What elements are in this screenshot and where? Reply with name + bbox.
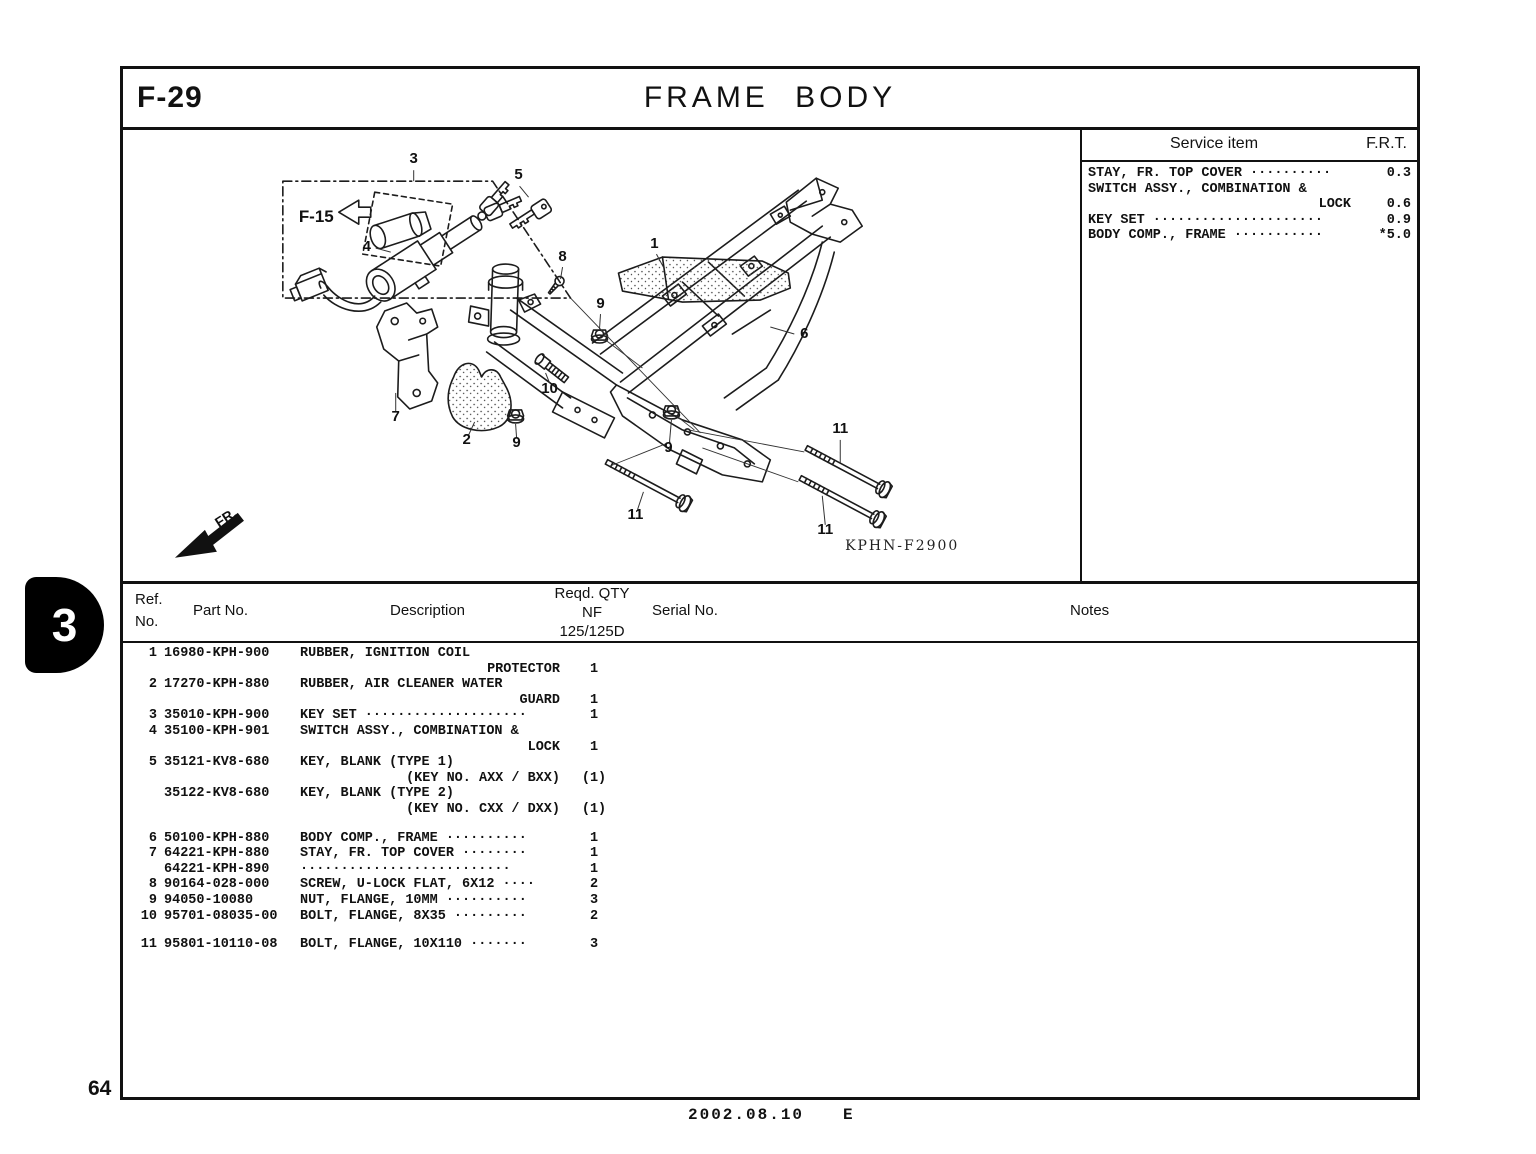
fr-label: FR. <box>211 504 240 531</box>
switch-assembly <box>361 207 493 313</box>
parts-table-header <box>123 581 1417 643</box>
callout-number: 7 <box>391 407 400 425</box>
callout-number: 1 <box>650 235 659 253</box>
parts-row: 5 35121-KV8-680 KEY, BLANK (TYPE 1) <box>148 755 454 771</box>
callout-leader <box>520 186 529 197</box>
group-box-outline <box>283 181 571 298</box>
parts-row: 11 95801-10110-08 BOLT, FLANGE, 10X110 ······· 3 <box>140 937 599 953</box>
assembly-line <box>605 340 642 368</box>
f15-arrow-icon <box>339 200 371 224</box>
service-panel-header <box>1082 130 1417 162</box>
parts-row: 3 35010-KPH-900 KEY SET ···················· 1 <box>148 708 599 724</box>
callout-number: 9 <box>512 433 521 451</box>
parts-row: 8 90164-028-000 SCREW, U-LOCK FLAT, 6X12 ···· 2 <box>148 877 599 893</box>
callout-number: 11 <box>627 505 644 523</box>
parts-row: 64221-KPH-890 ·························· 1 <box>164 861 599 877</box>
parts-row: PROTECTOR 1 <box>487 661 599 677</box>
flange-nut <box>592 330 608 343</box>
service-row: KEY SET ····················· 0.9 <box>1088 212 1411 228</box>
row-spacer <box>123 818 1417 831</box>
frame-body-drawing <box>123 130 1080 581</box>
row-spacer <box>123 924 1417 937</box>
page-footer <box>0 1106 1536 1136</box>
parts-row: 2 17270-KPH-880 RUBBER, AIR CLEANER WATER <box>148 677 503 693</box>
parts-row: (KEY NO. AXX / BXX) (1) <box>406 770 607 786</box>
service-rows <box>1082 162 1417 244</box>
parts-row: 7 64221-KPH-880 STAY, FR. TOP COVER ········ 1 <box>148 846 599 862</box>
section-tab-number: 3 <box>51 599 78 651</box>
parts-row: 6 50100-KPH-880 BODY COMP., FRAME ·········· 1 <box>148 830 599 846</box>
callout-number: 8 <box>558 248 567 266</box>
parts-row: LOCK 1 <box>527 739 599 755</box>
diagram-code: KPHN-F2900 <box>845 537 960 554</box>
service-item-header: Service item <box>1170 135 1259 152</box>
callout-number: 6 <box>800 325 809 343</box>
header-nf: NF <box>582 604 602 621</box>
flange-nut <box>663 406 679 419</box>
f15-sub-box <box>363 192 453 266</box>
assembly-line <box>610 442 670 466</box>
parts-row: 35122-KV8-680 KEY, BLANK (TYPE 2) <box>164 786 454 802</box>
service-item-panel <box>1080 130 1417 581</box>
key-blank <box>508 198 552 234</box>
parts-table-body <box>123 643 1417 953</box>
f15-reference-label: F-15 <box>298 207 334 227</box>
parts-row: 1 16980-KPH-900 RUBBER, IGNITION COIL <box>148 646 471 661</box>
service-row: SWITCH ASSY., COMBINATION & <box>1088 181 1307 197</box>
callout-leader <box>376 248 391 252</box>
callout-number: 3 <box>409 150 418 168</box>
header-serial-no: Serial No. <box>652 602 718 619</box>
flange-bolt-10x110 <box>802 440 893 499</box>
footer-code: E <box>843 1106 853 1124</box>
callout-number: 9 <box>664 438 673 456</box>
callout-leader <box>600 314 601 329</box>
assembly-line <box>688 430 804 452</box>
service-row: STAY, FR. TOP COVER ·········· 0.3 <box>1088 166 1411 181</box>
callout-number: 9 <box>596 295 605 313</box>
parts-row: (KEY NO. CXX / DXX) (1) <box>406 801 607 817</box>
callout-layer <box>363 150 849 538</box>
callout-number: 5 <box>514 166 523 184</box>
service-row: BODY COMP., FRAME ··········· *5.0 <box>1088 228 1411 243</box>
header-description: Description <box>390 602 466 619</box>
section-tab <box>25 577 104 673</box>
callout-number: 4 <box>362 238 371 256</box>
parts-row: 10 95701-08035-00 BOLT, FLANGE, 8X35 ········· 2 <box>140 908 599 924</box>
assembly-line <box>702 448 798 482</box>
page-title: FRAME BODY <box>643 81 897 114</box>
key-set-keys <box>468 177 525 231</box>
diagram-section <box>123 130 1417 581</box>
callout-number: 2 <box>462 430 471 448</box>
callout-leader <box>770 327 794 334</box>
parts-row: 9 94050-10080 NUT, FLANGE, 10MM ·········· 3 <box>148 892 599 908</box>
service-row: LOCK 0.6 <box>1318 197 1411 212</box>
header-model: 125/125D <box>559 623 625 640</box>
header-ref: Ref. <box>135 591 163 608</box>
header-notes: Notes <box>1070 602 1110 619</box>
callout-number: 11 <box>817 520 834 538</box>
flange-bolt-10x110 <box>796 470 887 529</box>
air-cleaner-guard <box>448 363 511 430</box>
sheet-border <box>120 66 1420 1100</box>
header-part-no: Part No. <box>193 602 249 619</box>
fr-direction-arrow <box>175 505 241 558</box>
footer-date: 2002.08.10 <box>688 1106 805 1124</box>
callout-number: 10 <box>541 379 558 397</box>
page-number: 64 <box>88 1077 112 1100</box>
steering-head-tube <box>469 264 541 345</box>
header-no: No. <box>135 613 159 630</box>
ignition-coil-protector <box>618 257 790 302</box>
header-reqd-qty: Reqd. QTY <box>554 585 630 602</box>
exploded-diagram <box>123 130 1080 581</box>
callout-number: 11 <box>832 419 849 437</box>
figure-code: F-29 <box>137 81 203 114</box>
parts-row: 4 35100-KPH-901 SWITCH ASSY., COMBINATION & <box>148 723 519 739</box>
frt-header: F.R.T. <box>1366 135 1407 152</box>
title-bar <box>123 69 1417 130</box>
parts-row: GUARD 1 <box>519 692 599 708</box>
top-cover-stay <box>377 303 438 409</box>
